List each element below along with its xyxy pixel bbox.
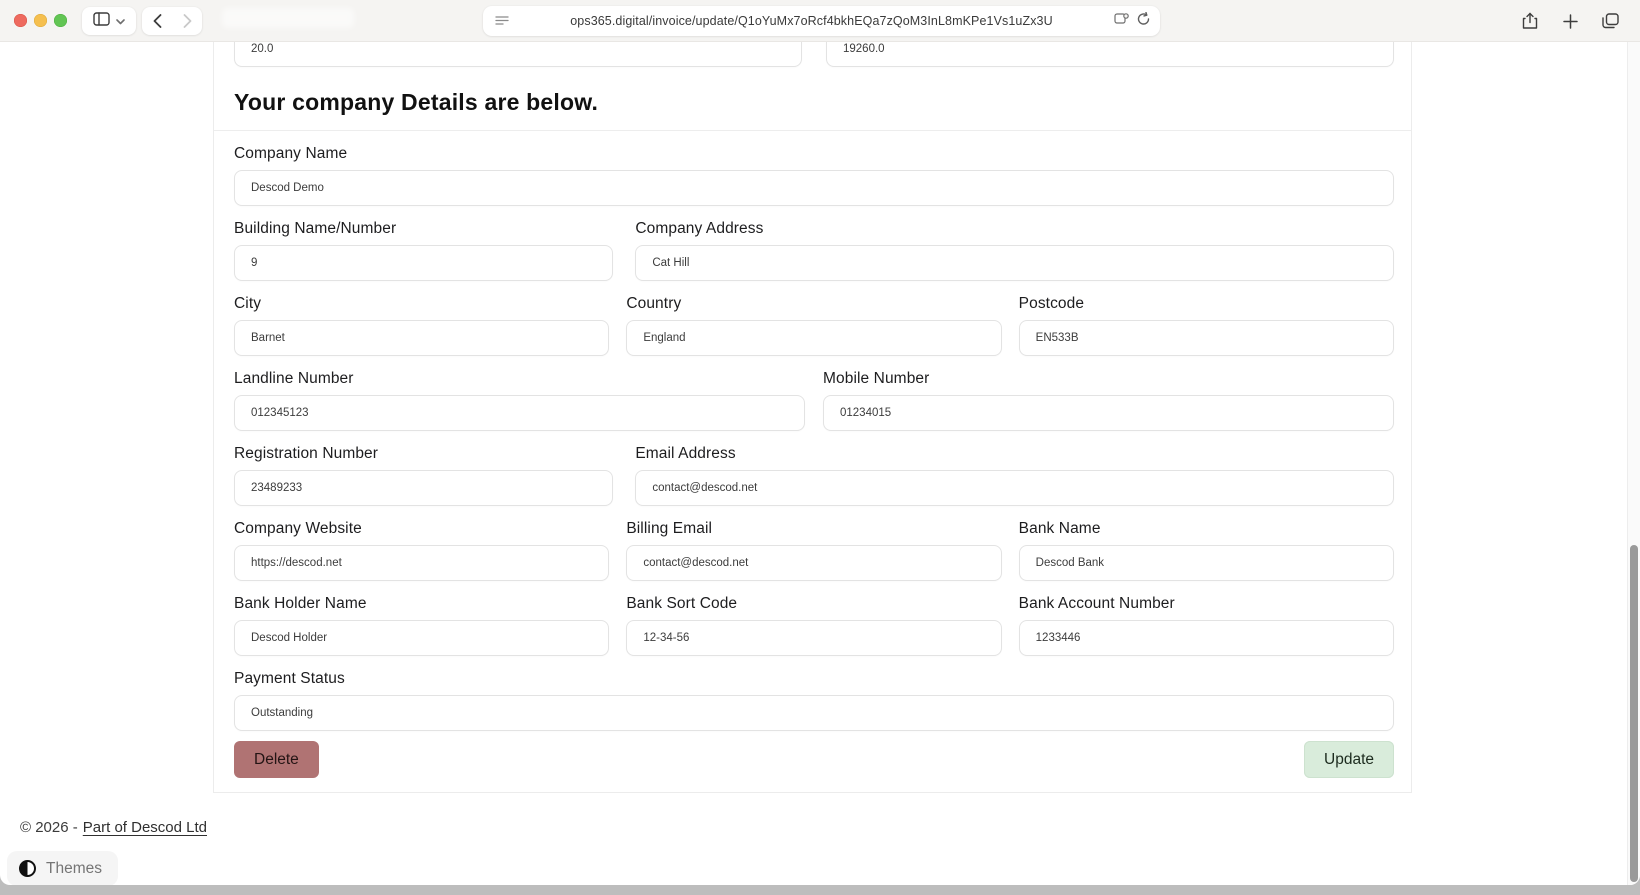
company-details-card [213, 31, 1412, 793]
toolbar-blur-artifact [222, 8, 354, 28]
company-address-label: Company Address [635, 220, 764, 237]
city-input[interactable] [234, 320, 609, 356]
back-button[interactable] [142, 7, 172, 35]
payment-status-field [234, 670, 1394, 731]
close-window-button[interactable] [14, 14, 27, 27]
company-address-input[interactable] [635, 245, 1394, 281]
company-address-field [635, 220, 1394, 281]
landline-input[interactable] [234, 395, 805, 431]
sidebar-icon [93, 12, 110, 31]
registration-field [234, 445, 613, 506]
browser-toolbar [0, 0, 1640, 42]
bank-name-input[interactable] [1019, 545, 1394, 581]
chevron-down-icon [116, 12, 125, 30]
billing-email-label: Billing Email [626, 520, 713, 537]
company-footer-link[interactable]: Part of Descod Ltd [82, 819, 207, 836]
address-bar-actions [1114, 12, 1150, 31]
reload-icon[interactable] [1137, 12, 1150, 31]
sidebar-toggle-button[interactable] [82, 7, 136, 35]
account-number-label: Bank Account Number [1018, 595, 1175, 612]
billing-email-field [626, 520, 1001, 581]
email-label: Email Address [635, 445, 736, 462]
website-input[interactable] [234, 545, 609, 581]
landline-label: Landline Number [234, 370, 354, 387]
bank-name-field [1019, 520, 1394, 581]
building-input[interactable] [234, 245, 613, 281]
themes-button-label: Themes [46, 859, 102, 877]
email-input[interactable] [635, 470, 1394, 506]
new-tab-button[interactable] [1556, 7, 1584, 35]
city-field [234, 295, 609, 356]
account-number-input[interactable] [1019, 620, 1394, 656]
building-field [234, 220, 613, 281]
company-name-input[interactable] [234, 170, 1394, 206]
delete-button[interactable]: Delete [234, 741, 319, 778]
mobile-input[interactable] [823, 395, 1394, 431]
minimize-window-button[interactable] [34, 14, 47, 27]
page-settings-icon[interactable] [1114, 12, 1129, 30]
copyright-text: © 2026 - [20, 819, 78, 836]
sort-code-input[interactable] [626, 620, 1001, 656]
sort-code-label: Bank Sort Code [626, 595, 738, 612]
country-input[interactable] [626, 320, 1001, 356]
toolbar-right-actions [1516, 7, 1624, 35]
form-actions [234, 741, 1394, 778]
registration-input[interactable] [234, 470, 613, 506]
country-field [626, 295, 1001, 356]
payment-status-label: Payment Status [234, 670, 345, 687]
divider [214, 130, 1411, 131]
website-label: Company Website [234, 520, 362, 537]
payment-status-input[interactable] [234, 695, 1394, 731]
billing-email-input[interactable] [626, 545, 1001, 581]
scrollbar-thumb[interactable] [1630, 545, 1638, 882]
postcode-input[interactable] [1019, 320, 1394, 356]
website-field [234, 520, 609, 581]
sort-code-field [626, 595, 1001, 656]
city-label: City [234, 295, 262, 312]
mobile-field [823, 370, 1394, 431]
scrollbar-track[interactable] [1627, 42, 1640, 885]
address-bar[interactable] [483, 6, 1160, 36]
url-text[interactable]: ops365.digital/invoice/update/Q1oYuMx7oRcf4bkhEQa7zQoM3InL8mKPe1Vs1uZx3U [570, 14, 1053, 28]
building-label: Building Name/Number [234, 220, 397, 237]
update-button[interactable]: Update [1304, 741, 1394, 778]
registration-label: Registration Number [234, 445, 379, 462]
themes-button[interactable] [7, 851, 118, 885]
bank-name-label: Bank Name [1018, 520, 1101, 537]
forward-button[interactable] [172, 7, 202, 35]
company-name-field [234, 145, 1394, 206]
country-label: Country [626, 295, 682, 312]
zoom-window-button[interactable] [54, 14, 67, 27]
desktop-background-strip [0, 885, 1640, 895]
tab-overview-button[interactable] [1596, 7, 1624, 35]
mobile-label: Mobile Number [823, 370, 930, 387]
share-button[interactable] [1516, 7, 1544, 35]
reader-view-icon[interactable] [495, 15, 509, 28]
navigation-buttons [142, 7, 202, 35]
postcode-field [1019, 295, 1394, 356]
email-field [635, 445, 1394, 506]
page-title: Your company Details are below. [234, 89, 599, 115]
landline-field [234, 370, 805, 431]
company-name-label: Company Name [234, 145, 348, 162]
postcode-label: Postcode [1018, 295, 1085, 312]
account-number-field [1019, 595, 1394, 656]
bank-holder-field [234, 595, 609, 656]
theme-contrast-icon [19, 860, 36, 877]
bank-holder-input[interactable] [234, 620, 609, 656]
bank-holder-label: Bank Holder Name [234, 595, 367, 612]
footer [20, 819, 1640, 836]
